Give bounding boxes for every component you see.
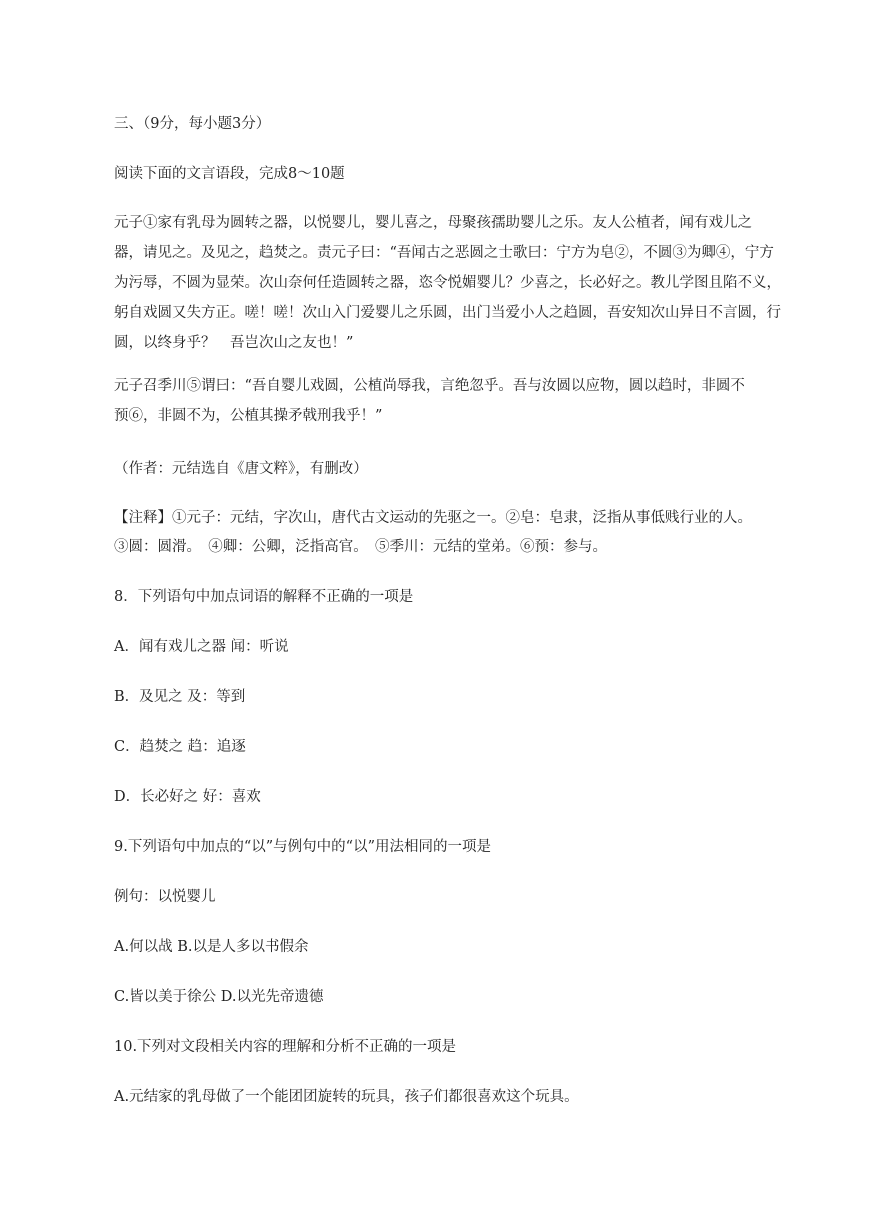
- question-stem: 10.下列对文段相关内容的理解和分析不正确的一项是: [114, 1039, 457, 1055]
- option-c: C．趋焚之 趋：追逐: [114, 739, 246, 755]
- option-a: A．闻有戏儿之器 闻：听说: [114, 639, 289, 655]
- notes-line: 【注释】①元子：元结，字次山，唐代古文运动的先驱之一。②皂：皂隶，泛指从事低贱行业的人。: [114, 510, 752, 526]
- passage-line: 预⑥，非圆不为，公植其操矛戟刑我乎！”: [114, 408, 383, 424]
- passage-source: （作者：元结选自《唐文粹》，有删改）: [114, 461, 368, 477]
- section-heading: 三、（9分，每小题3分）: [114, 116, 271, 132]
- question-stem: 9.下列语句中加点的“以”与例句中的“以”用法相同的一项是: [114, 839, 491, 855]
- passage-line: 元子①家有乳母为圆转之器，以悦婴儿，婴儿喜之，母聚孩孺助婴儿之乐。友人公植者，闻有戏儿之: [114, 215, 752, 231]
- option-b: B．及见之 及：等到: [114, 689, 246, 705]
- options-a-b: A.何以战 B.以是人多以书假余: [114, 939, 309, 955]
- passage-line: 元子召季川⑤谓曰：“吾自婴儿戏圆，公植尚辱我，言绝忽乎。吾与汝圆以应物，圆以趋时，非圆不: [114, 378, 745, 394]
- example-sentence: 例句：以悦婴儿: [114, 889, 216, 905]
- options-c-d: C.皆以美于徐公 D.以光先帝遗德: [114, 989, 324, 1005]
- passage-line: 器，请见之。及见之，趋焚之。责元子曰：“吾闻古之恶圆之士歌曰：宁方为皂②，不圆③为卿④，宁方: [114, 245, 774, 261]
- passage-line: 为污辱，不圆为显荣。次山奈何任造圆转之器，恣令悦媚婴儿？少喜之，长必好之。教儿学图且陷不义，: [114, 275, 781, 291]
- passage-line: 躬自戏圆又失方正。嗟！嗟！次山入门爱婴儿之乐圆，出门当爱小人之趋圆，吾安知次山异日不言圆，行: [114, 305, 781, 321]
- option-a: A.元结家的乳母做了一个能团团旋转的玩具，孩子们都很喜欢这个玩具。: [114, 1089, 579, 1105]
- option-d: D．长必好之 好：喜欢: [114, 789, 261, 805]
- section-instruction: 阅读下面的文言语段，完成8～10题: [114, 166, 345, 182]
- passage-line: 圆，以终身乎？ 吾岂次山之友也！”: [114, 335, 354, 351]
- question-stem: 8．下列语句中加点词语的解释不正确的一项是: [114, 589, 414, 605]
- notes-line: ③圆：圆滑。 ④卿：公卿，泛指高官。 ⑤季川：元结的堂弟。⑥预：参与。: [114, 539, 607, 555]
